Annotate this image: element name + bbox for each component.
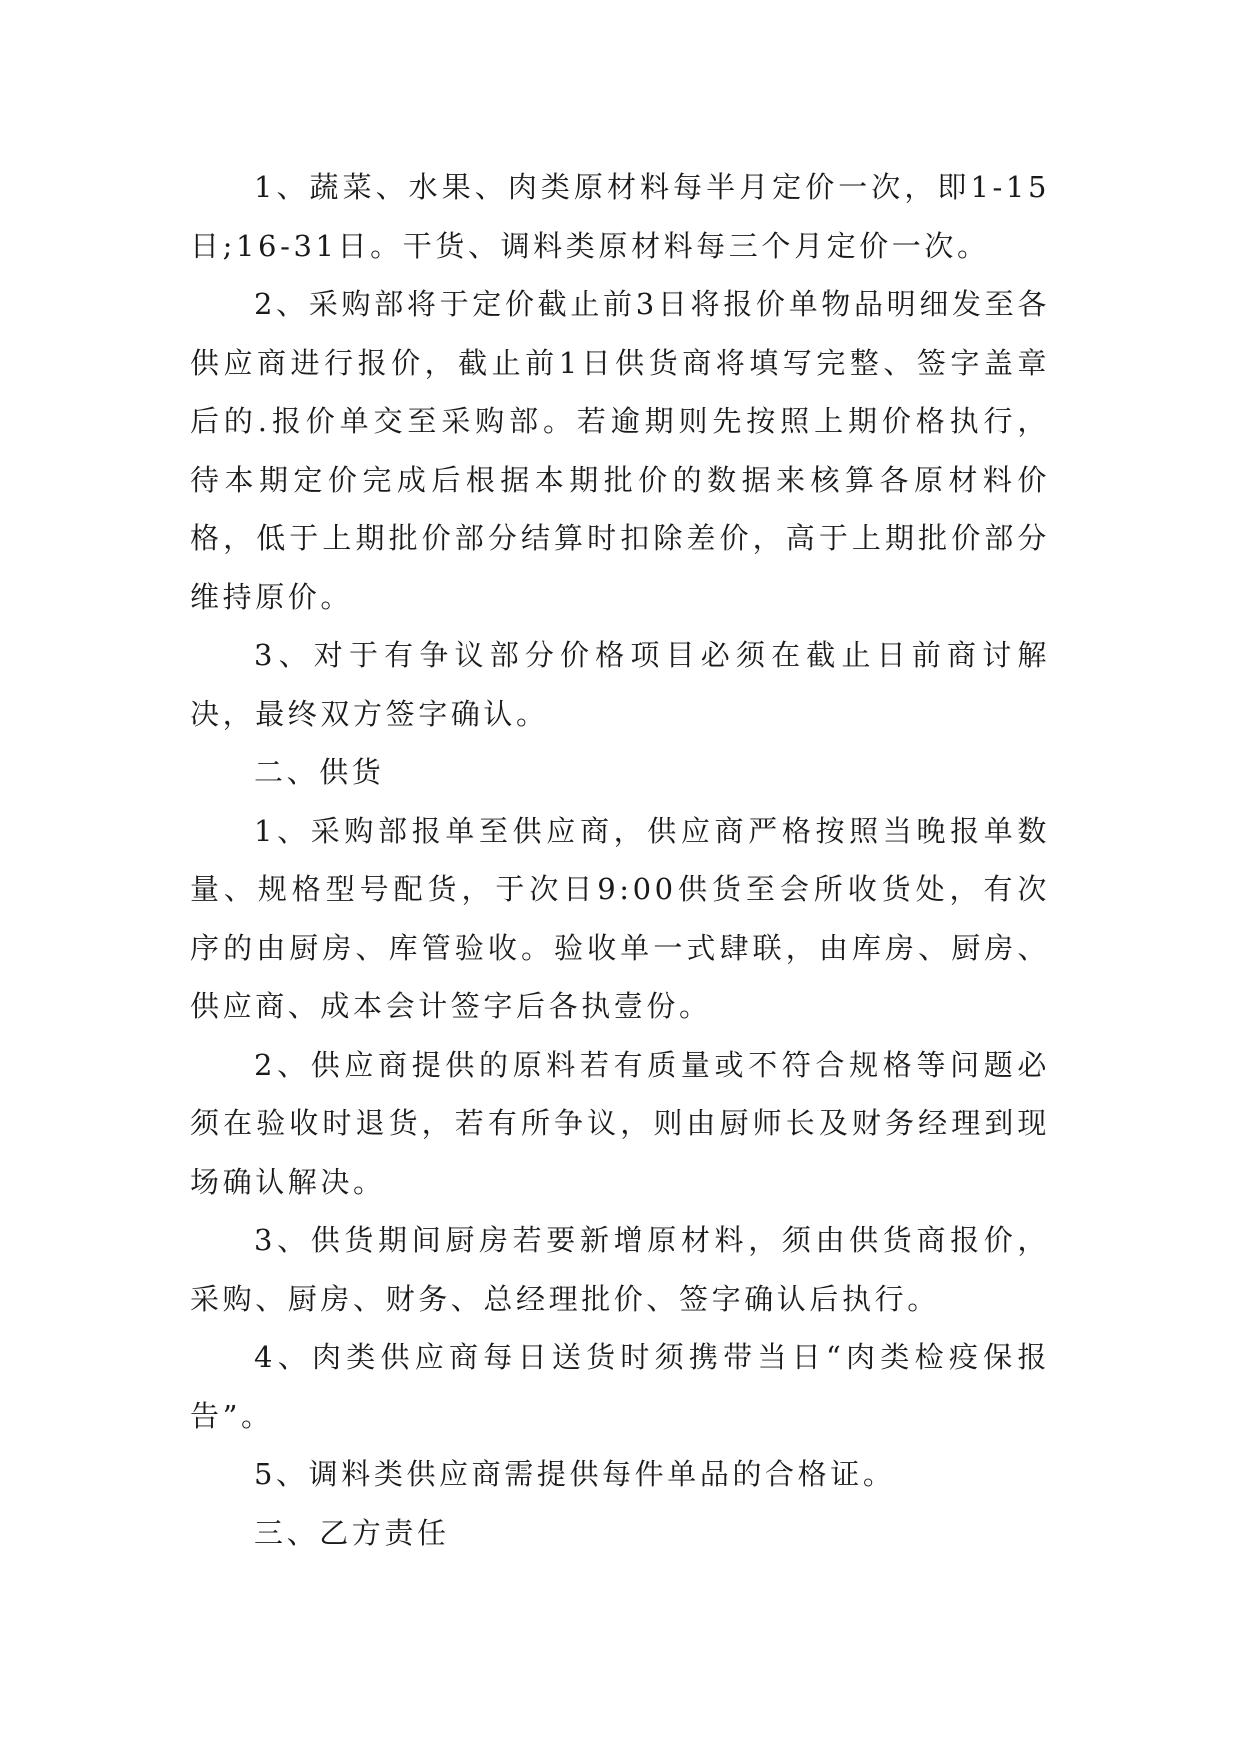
paragraph-meat-quarantine: 4、肉类供应商每日送货时须携带当日“肉类检疫保报告”。 (190, 1340, 1050, 1433)
section-heading-party-b-duties: 三、乙方责任 (254, 1515, 450, 1550)
paragraph-new-materials: 3、供货期间厨房若要新增原材料，须由供货商报价，采购、厨房、财务、总经理批价、签字确认后执行。 (190, 1223, 1050, 1316)
paragraph-order-delivery: 1、采购部报单至供应商，供应商严格按照当晚报单数量、规格型号配货，于次日9:00供货至会所收货处，有次序的由厨房、库管验收。验收单一式肆联，由库房、厨房、供应商、成本会计签字后各执壹份。 (190, 813, 1050, 1023)
section-heading-supply: 二、供货 (254, 755, 385, 789)
paragraph-quotation-process: 2、采购部将于定价截止前3日将报价单物品明细发至各供应商进行报价，截止前1日供货商将填写完整、签字盖章后的.报价单交至采购部。若逾期则先按照上期价格执行，待本期定价完成后根据本期批价的数据来核算各原材料价格，低于上期批价部分结算时扣除差价，高于上期批价部分维持原价。 (190, 287, 1050, 614)
paragraph-quality-return: 2、供应商提供的原料若有质量或不符合规格等问题必须在验收时退货，若有所争议，则由厨师长及财务经理到现场确认解决。 (190, 1047, 1050, 1199)
document-body (190, 158, 1050, 1562)
paragraph-seasoning-certificate: 5、调料类供应商需提供每件单品的合格证。 (254, 1457, 896, 1491)
paragraph-pricing-period: 1、蔬菜、水果、肉类原材料每半月定价一次，即1-15日;16-31日。干货、调料类原材料每三个月定价一次。 (190, 170, 1050, 263)
paragraph-dispute-resolution: 3、对于有争议部分价格项目必须在截止日前商讨解决，最终双方签字确认。 (190, 638, 1050, 731)
